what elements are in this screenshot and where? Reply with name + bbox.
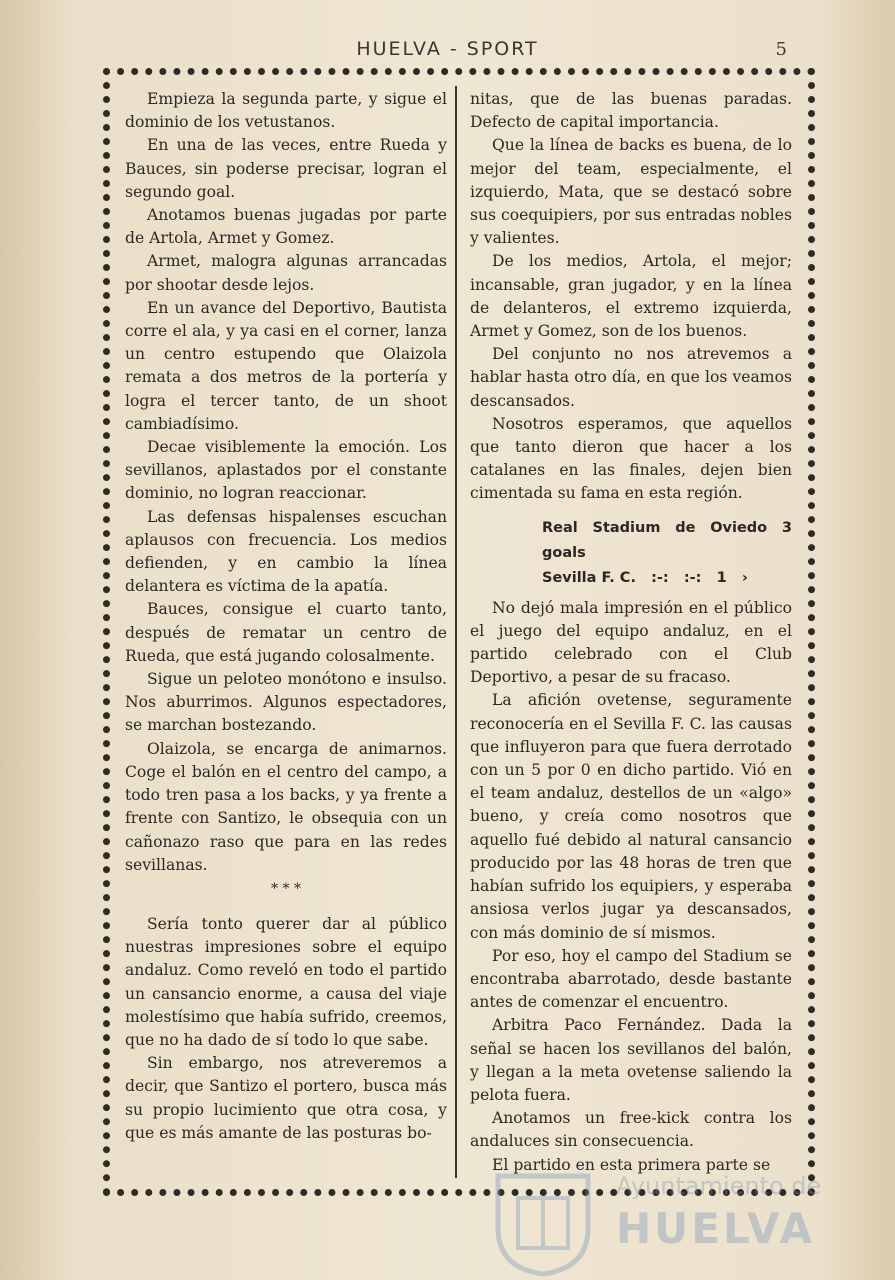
watermark-line2: HUELVA	[616, 1204, 816, 1253]
paragraph: De los medios, Artola, el mejor; incansable, gran jugador, y en la línea de delanteros, el extremo izquierda, Armet y Gomez, son de los buenos.	[470, 252, 792, 341]
paragraph: Armet, malogra algunas arrancadas por shootar desde lejos.	[125, 252, 447, 294]
paragraph: Que la línea de backs es buena, de lo mejor del team, especialmente, el izquierdo, Mata, que se destacó sobre sus coequipiers, por sus entradas nobles y valientes.	[470, 136, 792, 248]
paragraph: Bauces, consigue el cuarto tanto, después de rematar un centro de Rueda, que está jugando colosalmente.	[125, 600, 447, 665]
paragraph: En un avance del Deportivo, Bautista corre el ala, y ya casi en el corner, lanza un centro estupendo que Olaizola remata a dos metros de la portería y logra el tercer tanto, de un shoot cambiadísimo.	[125, 298, 447, 433]
paragraph: Empieza la segunda parte, y sigue el dominio de los vetustanos.	[125, 90, 447, 132]
archive-watermark	[488, 1168, 822, 1278]
paragraph: La afición ovetense, seguramente reconocería en el Sevilla F. C. las causas que influyeron para que fuera derrotado con un 5 por 0 en dicho partido. Vió en el team andaluz, destellos de un «algo» bueno, y creía como nosotros que aquello fué debido al natural cansancio producido por las 48 horas de tren que habían sufrido los equipiers, y esperaba ansiosa verlos jugar ya descansados, con más dominio de sí mismos.	[470, 691, 792, 942]
match-score	[470, 516, 792, 591]
paragraph: Arbitra Paco Fernández. Dada la señal se hacen los sevillanos del balón, y llegan a la meta ovetense saliendo la pelota fuera.	[470, 1016, 792, 1104]
paragraph: Anotamos un free-kick contra los andaluces sin consecuencia.	[470, 1109, 792, 1151]
left-column	[125, 88, 447, 1145]
paragraph: Por eso, hoy el campo del Stadium se encontraba abarrotado, desde bastante antes de comenzar el encuentro.	[470, 946, 792, 1012]
paragraph: Sería tonto querer dar al público nuestras impresiones sobre el equipo andaluz. Como reveló en todo el partido un cansancio enorme, a causa del viaje molestísimo que había sufrido, creemos, que no ha dado de sí todo lo que sabe.	[125, 914, 447, 1049]
shield-icon	[488, 1168, 598, 1278]
paragraph: Nosotros esperamos, que aquellos que tanto dieron que hacer a los catalanes en las finales, dejen bien cimentada su fama en esta región.	[470, 414, 792, 503]
publication-title: HUELVA - SPORT	[356, 38, 539, 60]
right-column	[470, 88, 792, 1177]
score-line-away: Sevilla F. C. :-: :-: 1 ›	[542, 569, 748, 586]
paragraph: Sin embargo, nos atreveremos a decir, que Santizo el portero, busca más su propio lucimiento que otra cosa, y que es más amante de las posturas bo-	[125, 1054, 447, 1142]
section-separator: * * *	[271, 880, 301, 897]
paragraph: El partido en esta primera parte se	[492, 1155, 771, 1174]
paragraph: No dejó mala impresión en el público el juego del equipo andaluz, en el partido celebrado con el Club Deportivo, a pesar de su fracaso.	[470, 598, 792, 687]
column-divider	[455, 86, 457, 1178]
paragraph: Del conjunto no nos atrevemos a hablar hasta otro día, en que los veamos descansados.	[470, 345, 792, 410]
paragraph: Anotamos buenas jugadas por parte de Artola, Armet y Gomez.	[125, 206, 447, 248]
score-line-home: Real Stadium de Oviedo 3 goals	[542, 519, 792, 561]
watermark-line1: Ayuntamiento de	[616, 1172, 822, 1200]
paragraph: Decae visiblemente la emoción. Los sevillanos, aplastados por el constante dominio, no logran reaccionar.	[125, 438, 447, 503]
paragraph: Olaizola, se encarga de animarnos. Coge el balón en el centro del campo, a todo tren pasa a los backs, y ya frente a frente con Santizo, le obsequia con un cañonazo raso que para en las redes sevillanas.	[125, 739, 447, 874]
paragraph: nitas, que de las buenas paradas. Defecto de capital importancia.	[470, 90, 792, 132]
page-number: 5	[775, 39, 787, 60]
page-header	[0, 38, 895, 62]
paragraph: Sigue un peloteo monótono e insulso. Nos aburrimos. Algunos espectadores, se marchan bostezando.	[125, 670, 447, 735]
paragraph: En una de las veces, entre Rueda y Bauces, sin poderse precisar, logran el segundo goal.	[125, 136, 447, 201]
paragraph: Las defensas hispalenses escuchan aplausos con frecuencia. Los medios defienden, y en cambio la línea delantera es víctima de la apatía.	[125, 507, 447, 596]
